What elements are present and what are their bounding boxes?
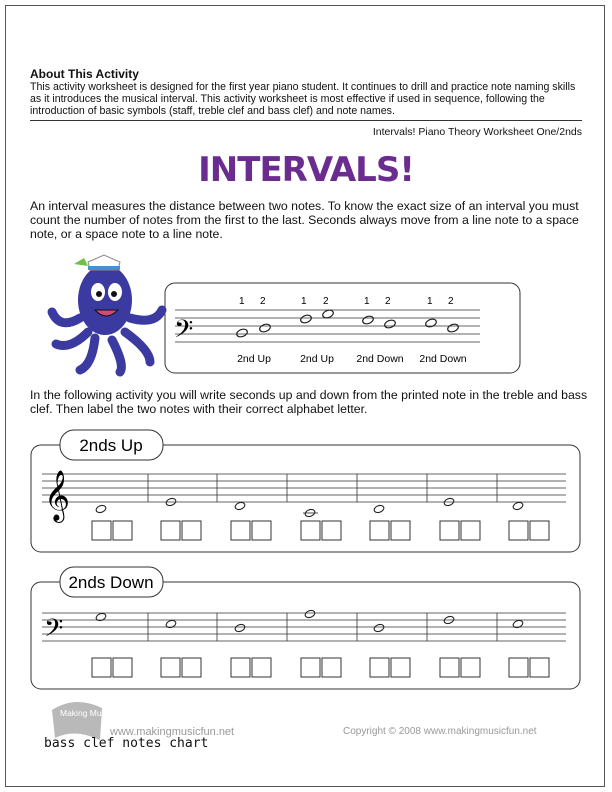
section-up-label: 2nds Up <box>79 436 143 455</box>
bass-clef-icon: 𝄢 <box>174 316 194 349</box>
page-title: INTERVALS! <box>198 150 414 190</box>
example-number: 2 <box>323 296 329 307</box>
treble-clef-icon: 𝄞 <box>44 471 71 520</box>
logo-text: Making Music Fun! <box>60 708 132 718</box>
example-label: 2nd Down <box>356 353 404 365</box>
example-number: 1 <box>239 296 245 307</box>
example-label: 2nd Down <box>419 353 467 365</box>
footer-copyright: Copyright © 2008 www.makingmusicfun.net <box>343 726 537 737</box>
example-number: 2 <box>260 296 266 307</box>
example-number: 1 <box>364 296 370 307</box>
footer-url[interactable]: www.makingmusicfun.net <box>110 726 235 738</box>
example-label: 2nd Up <box>237 353 271 365</box>
example-label: 2nd Up <box>300 353 334 365</box>
example-number: 2 <box>385 296 391 307</box>
example-number: 1 <box>427 296 433 307</box>
intro-text: An interval measures the distance between two notes. To know the exact size of an interval you must count the number of notes from the first to the last. Seconds always move from a line note to a space note, or a space note to a line note. <box>30 199 579 241</box>
about-title: About This Activity <box>30 67 139 81</box>
about-text: This activity worksheet is designed for the first year piano student. It continues to drill and practice note naming skills as it introduces the musical interval. This activity worksheet is most effective if used in sequence, following the introduction of basic symbols (staff, treble clef and bass clef) and note names. <box>30 81 576 118</box>
example-number: 2 <box>448 296 454 307</box>
worksheet-title: Intervals! Piano Theory Worksheet One/2nds <box>372 126 582 138</box>
bass-clef-icon: 𝄢 <box>44 615 64 648</box>
instructions: In the following activity you will write seconds up and down from the printed note in the treble and bass clef. Then label the two notes with their correct alphabet letter. <box>30 388 588 416</box>
section-down-label: 2nds Down <box>68 573 154 592</box>
example-number: 1 <box>301 296 307 307</box>
image-caption: bass clef notes chart <box>44 736 209 751</box>
